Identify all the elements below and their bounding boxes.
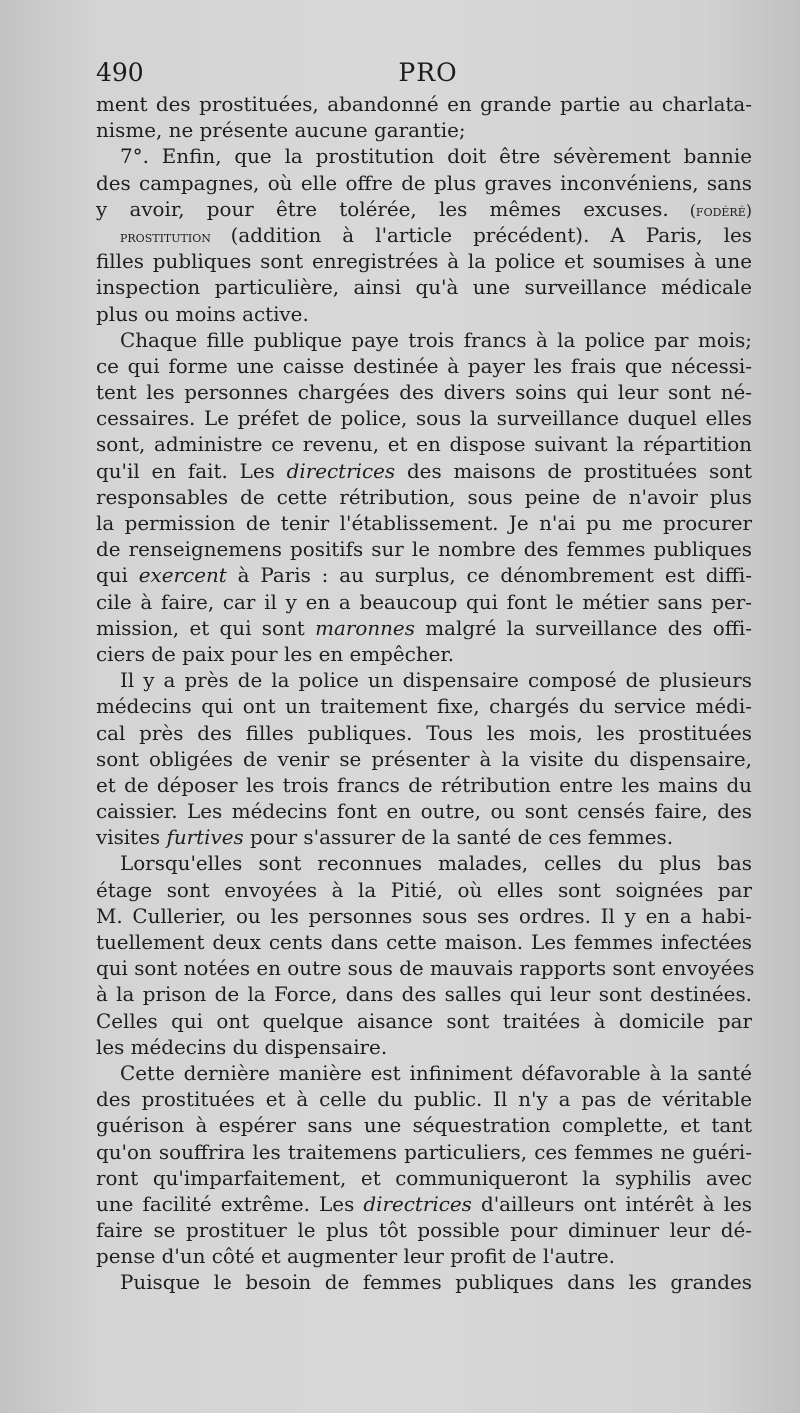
- line-text: à la prison de la Force, dans des salles qui leur sont destinées.: [96, 983, 752, 1007]
- text-line: [96, 1192, 752, 1218]
- line-text: étage sont envoyées à la Pitié, où elles sont soignées par: [96, 878, 752, 902]
- text-line: [96, 92, 752, 118]
- text-line: [96, 1270, 752, 1296]
- text-line: [96, 773, 752, 799]
- text-line: [96, 878, 752, 904]
- line-text: de renseignemens positifs sur le nombre des femmes publiques: [96, 538, 752, 562]
- text-line: [96, 1009, 752, 1035]
- text-line: [96, 380, 752, 406]
- line-text: cessaires. Le préfet de police, sous la surveillance duquel elles: [96, 407, 752, 431]
- author-signature: (fodéré): [668, 200, 752, 220]
- line-text: caissier. Les médecins font en outre, ou sont censés faire, des: [96, 800, 752, 824]
- line-text: qu'on souffrira les traitemens particuliers, ces femmes ne guéri-: [96, 1140, 752, 1164]
- text-line: [96, 851, 752, 877]
- line-text: ce qui forme une caisse destinée à payer les frais que nécessi-: [96, 354, 752, 378]
- line-text: médecins qui ont un traitement fixe, chargés du service médi-: [96, 695, 752, 719]
- text-line: [96, 432, 752, 458]
- line-text: pense d'un côté et augmenter leur profit de l'autre.: [96, 1245, 615, 1269]
- line-text: qu'il en fait. Les: [96, 459, 287, 483]
- text-line: [96, 249, 752, 275]
- text-line: [96, 485, 752, 511]
- line-text: qui: [96, 564, 139, 588]
- entry-headword: prostitution: [120, 226, 231, 246]
- text-line: [96, 747, 752, 773]
- text-line: [96, 223, 752, 249]
- line-text: des maisons de prostituées sont: [395, 459, 752, 483]
- line-text: pour s'assurer de la santé de ces femmes.: [243, 826, 674, 850]
- text-line: [96, 590, 752, 616]
- text-line: [96, 328, 752, 354]
- line-text: plus ou moins active.: [96, 302, 309, 326]
- text-line: [96, 825, 752, 851]
- line-text: inspection particulière, ainsi qu'à une surveillance médicale: [96, 276, 752, 300]
- text-line: [96, 406, 752, 432]
- line-text: tent les personnes chargées des divers soins qui leur sont né-: [96, 381, 752, 405]
- line-text: ront qu'imparfaitement, et communiqueront la syphilis avec: [96, 1166, 752, 1190]
- text-line: [96, 563, 752, 589]
- line-text: Il y a près de la police un dispensaire composé de plusieurs: [120, 669, 752, 693]
- line-text: ment des prostituées, abandonné en grande partie au charlata-: [96, 93, 752, 116]
- line-text: Chaque fille publique paye trois francs à la police par mois;: [120, 328, 752, 352]
- text-line: [96, 694, 752, 720]
- line-text: visites: [96, 826, 167, 850]
- text-line: [96, 982, 752, 1008]
- italic-term: exercent: [138, 564, 227, 588]
- line-text: Puisque le besoin de femmes publiques dans les grandes: [120, 1271, 752, 1295]
- line-text: à Paris : au surplus, ce dénombrement est diffi-: [226, 564, 752, 588]
- text-line: [96, 642, 752, 668]
- line-text: Lorsqu'elles sont reconnues malades, celles du plus bas: [120, 852, 752, 876]
- italic-term: directrices: [363, 1192, 472, 1216]
- page-number: 490: [96, 58, 144, 87]
- line-text: des prostituées et à celle du public. Il n'y a pas de véritable: [96, 1088, 752, 1112]
- line-text: les médecins du dispensaire.: [96, 1035, 388, 1059]
- text-line: [96, 275, 752, 301]
- line-text: cile à faire, car il y en a beaucoup qui font le métier sans per-: [96, 590, 752, 614]
- text-line: [96, 721, 752, 747]
- line-text: Celles qui ont quelque aisance sont traitées à domicile par: [96, 1009, 752, 1033]
- text-line: [96, 668, 752, 694]
- text-line: [96, 904, 752, 930]
- italic-term: directrices: [286, 459, 396, 483]
- line-text: d'ailleurs ont intérêt à les: [471, 1192, 752, 1216]
- page-header: [96, 56, 760, 96]
- line-text: responsables de cette rétribution, sous peine de n'avoir plus: [96, 485, 752, 509]
- line-text: y avoir, pour être tolérée, les mêmes excuses.: [96, 197, 669, 221]
- text-line: [96, 171, 752, 197]
- line-text: nisme, ne présente aucune garantie;: [96, 119, 466, 143]
- text-line: [96, 1218, 752, 1244]
- text-line: [96, 1244, 752, 1270]
- text-line: [96, 1140, 752, 1166]
- text-line: [96, 799, 752, 825]
- text-line: [96, 1166, 752, 1192]
- line-text: faire se prostituer le plus tôt possible pour diminuer leur dé-: [96, 1219, 752, 1243]
- text-line: [96, 616, 752, 642]
- line-text: 7°. Enfin, que la prostitution doit être sévèrement bannie: [120, 145, 752, 169]
- text-line: [96, 511, 752, 537]
- line-text: Cette dernière manière est infiniment défavorable à la santé: [120, 1061, 752, 1085]
- line-text: cal près des filles publiques. Tous les mois, les prostituées: [96, 721, 752, 745]
- line-text: sont, administre ce revenu, et en dispose suivant la répartition: [96, 433, 752, 457]
- italic-term: maronnes: [315, 616, 415, 640]
- text-line: [96, 302, 752, 328]
- text-line: [96, 197, 752, 223]
- text-line: [96, 144, 752, 170]
- line-text: sont obligées de venir se présenter à la visite du dispensaire,: [96, 747, 752, 771]
- text-line: [96, 1035, 752, 1061]
- text-line: [96, 1087, 752, 1113]
- text-line: [96, 459, 752, 485]
- text-line: [96, 537, 752, 563]
- line-text: des campagnes, où elle offre de plus graves inconvéniens, sans: [96, 171, 752, 195]
- line-text: (addition à l'article précédent). A Paris, les: [230, 223, 752, 247]
- line-text: mission, et qui sont: [96, 616, 316, 640]
- line-text: et de déposer les trois francs de rétribution entre les mains du: [96, 773, 752, 797]
- text-line: [96, 118, 752, 144]
- text-line: [96, 930, 752, 956]
- text-line: [96, 1113, 752, 1139]
- line-text: ciers de paix pour les en empêcher.: [96, 642, 455, 666]
- line-text: guérison à espérer sans une séquestration complette, et tant: [96, 1114, 752, 1138]
- line-text: la permission de tenir l'établissement. Je n'ai pu me procurer: [96, 512, 752, 535]
- line-text: malgré la surveillance des offi-: [414, 616, 753, 640]
- line-text: filles publiques sont enregistrées à la police et soumises à une: [96, 250, 752, 274]
- line-text: M. Cullerier, ou les personnes sous ses ordres. Il y en a habi-: [96, 904, 752, 928]
- line-text: tuellement deux cents dans cette maison. Les femmes infectées: [96, 931, 752, 954]
- line-text: qui sont notées en outre sous de mauvais rapports sont envoyées: [96, 957, 755, 981]
- text-line: [96, 1061, 752, 1087]
- text-line: [96, 354, 752, 380]
- italic-term: furtives: [166, 826, 244, 850]
- running-head: PRO: [398, 58, 458, 87]
- text-line: [96, 956, 755, 982]
- body-text: [96, 92, 755, 1297]
- line-text: une facilité extrême. Les: [96, 1192, 364, 1216]
